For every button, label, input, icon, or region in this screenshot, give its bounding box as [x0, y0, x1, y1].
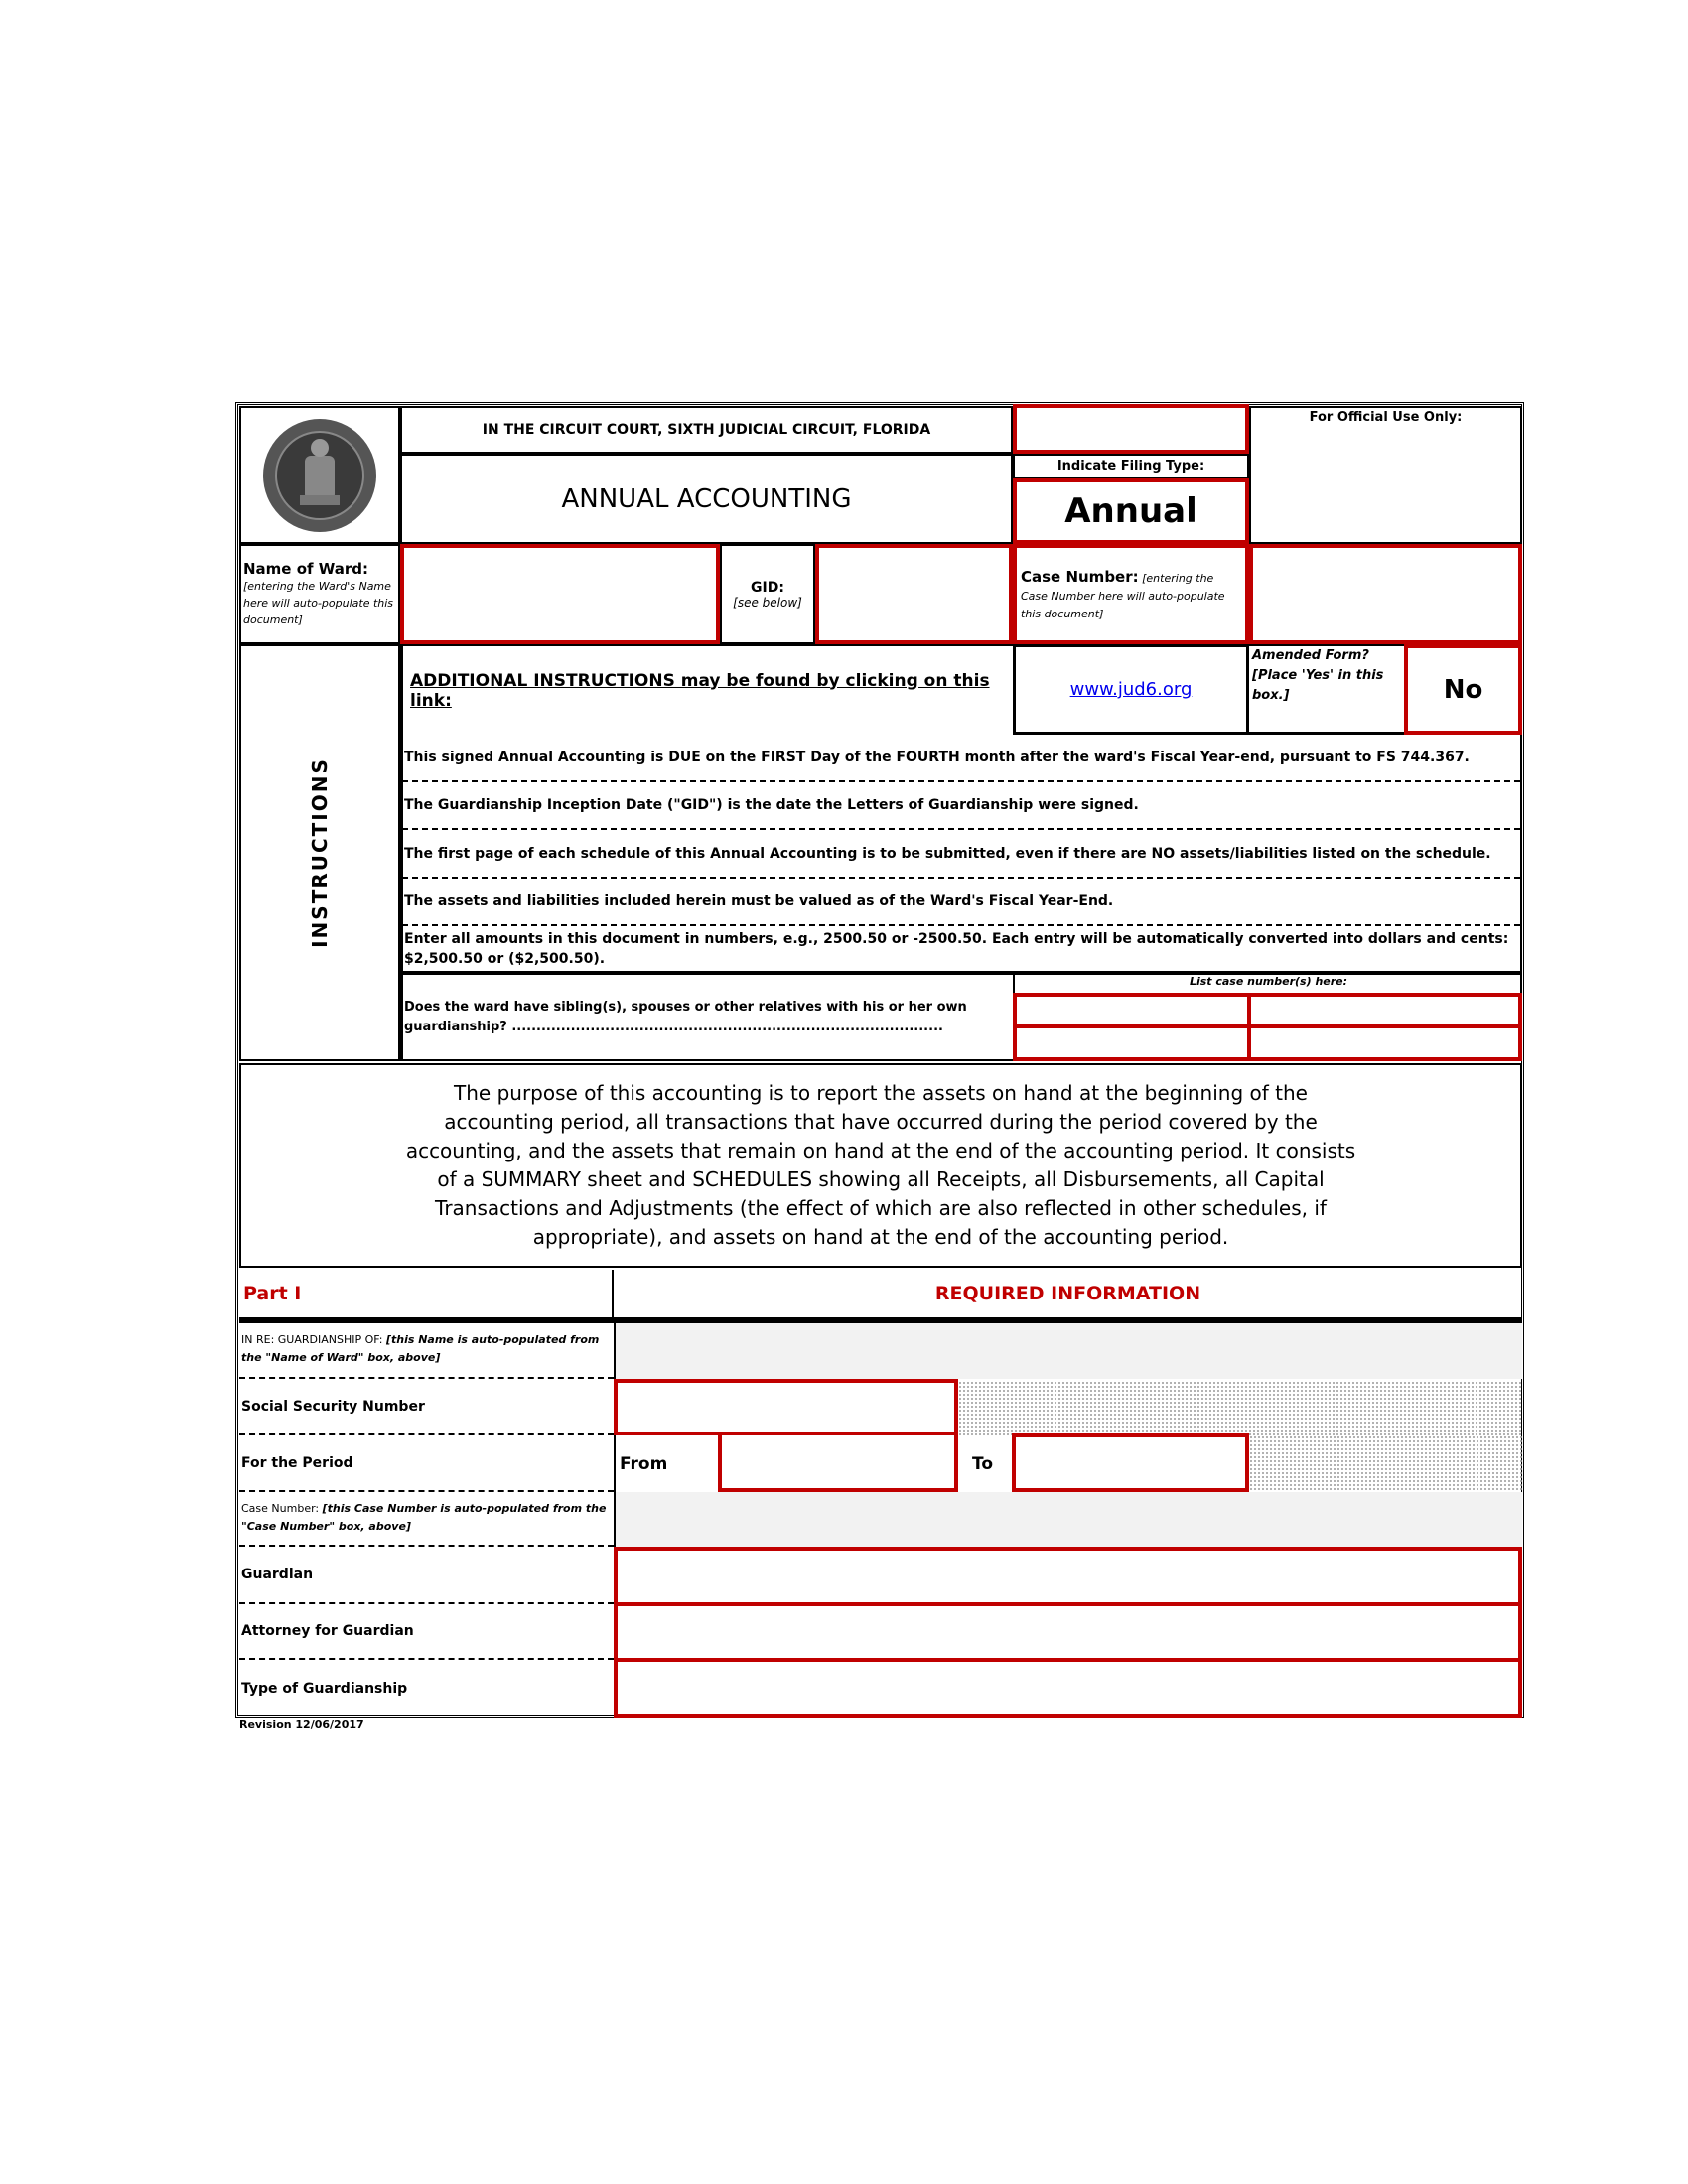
related-case-field-4[interactable] [1247, 1024, 1522, 1061]
related-case-field-2[interactable] [1247, 993, 1522, 1028]
link-prompt-cell [402, 646, 1013, 735]
instruction-text: The assets and liabilities included herein must be valued as of the Ward's Fiscal Year-End. [404, 893, 1114, 909]
siblings-question-cell [402, 975, 1013, 1059]
instruction-line-2 [402, 782, 1520, 830]
case-list-label-cell [1013, 975, 1522, 995]
title-cell [400, 454, 1013, 544]
revision-text: Revision 12/06/2017 [239, 1718, 364, 1731]
gid-hint: [see below] [733, 595, 802, 610]
instruction-line-5 [402, 926, 1520, 975]
attorney-label-cell [239, 1604, 614, 1660]
instructions-side-cell [239, 644, 400, 1061]
case-number-label: Case Number: [1021, 568, 1139, 586]
filing-top-box[interactable] [1013, 404, 1249, 454]
in-re-label: IN RE: GUARDIANSHIP OF: [241, 1333, 383, 1346]
page-title: ANNUAL ACCOUNTING [561, 483, 852, 514]
type-label: Type of Guardianship [241, 1680, 408, 1697]
related-case-field-1[interactable] [1013, 993, 1251, 1028]
part-label: Part I [243, 1283, 302, 1304]
instruction-line-4 [402, 879, 1520, 926]
amended-label-cell [1249, 644, 1404, 735]
period-shaded-area [1249, 1435, 1522, 1492]
from-label-cell [614, 1435, 718, 1492]
period-to-field[interactable] [1012, 1433, 1249, 1492]
type-field[interactable] [614, 1658, 1522, 1718]
attorney-field[interactable] [614, 1602, 1522, 1662]
instruction-text: The first page of each schedule of this Annual Accounting is to be submitted, even if there are NO assets/liabilities listed on the schedule. [404, 845, 1491, 862]
ssn-label-cell [239, 1379, 614, 1435]
filing-type-field[interactable] [1013, 478, 1249, 544]
instruction-text: The Guardianship Inception Date ("GID") is the date the Letters of Guardianship were signed. [404, 797, 1139, 813]
instructions-label: INSTRUCTIONS [308, 757, 332, 948]
ssn-shaded-area [958, 1381, 1522, 1435]
related-case-field-3[interactable] [1013, 1024, 1251, 1061]
case-value [614, 1492, 1522, 1547]
case-number-hint: [entering the Case Number here will auto-populate this document] [1021, 572, 1225, 620]
required-heading-cell [614, 1270, 1522, 1323]
ssn-field[interactable] [614, 1379, 958, 1435]
case-number-label-cell [1013, 544, 1249, 644]
ward-name-label: Name of Ward: [243, 560, 369, 578]
period-label: For the Period [241, 1454, 353, 1471]
guardian-label: Guardian [241, 1567, 314, 1582]
guardian-label-cell [239, 1547, 614, 1604]
jud6-link[interactable]: www.jud6.org [1069, 679, 1193, 700]
amended-label: Amended Form? [Place 'Yes' in this box.] [1252, 648, 1384, 703]
seal-cell [239, 406, 400, 544]
siblings-question: Does the ward have sibling(s), spouses or other relatives with his or her own guardianship? ........................................................................................ [404, 999, 967, 1034]
instruction-text: This signed Annual Accounting is DUE on the FIRST Day of the FOURTH month after the ward's Fiscal Year-end, pursuant to FS 744.367. [404, 750, 1470, 765]
part-label-cell [239, 1270, 614, 1323]
link-cell [1013, 644, 1249, 735]
to-label: To [972, 1453, 994, 1474]
from-label: From [620, 1453, 668, 1474]
in-re-label-cell [239, 1323, 614, 1379]
instruction-line-3 [402, 830, 1520, 879]
filing-type-label: Indicate Filing Type: [1056, 459, 1205, 474]
court-header [400, 406, 1013, 454]
ssn-label: Social Security Number [241, 1398, 425, 1415]
case-number-field[interactable] [1249, 544, 1522, 644]
amended-field[interactable] [1404, 644, 1522, 735]
court-seal-icon [260, 416, 379, 535]
filing-type-label-cell [1013, 454, 1249, 478]
purpose-text: The purpose of this accounting is to report the assets on hand at the beginning of the accounting period, all transactions that have occurred during the period covered by the accounting, and the assets that remain on hand at the end of the accounting period. It consists of a SUMMARY sheet and SCHEDULES showing all Receipts, all Disbursements, all Capital Transactions and Adjustments (the effect of which are also reflected in other schedules, if appropriate), and assets on hand at the end of the accounting period. [405, 1081, 1356, 1249]
ward-name-hint: [entering the Ward's Name here will auto-populate this document] [243, 580, 394, 626]
filing-type-value: Annual [1064, 491, 1197, 531]
guardian-field[interactable] [614, 1547, 1522, 1606]
ward-name-field[interactable] [400, 544, 720, 644]
case-label: Case Number: [241, 1502, 320, 1515]
period-from-field[interactable] [718, 1432, 958, 1492]
gid-label: GID: [751, 579, 784, 596]
required-heading: REQUIRED INFORMATION [934, 1283, 1201, 1304]
to-label-cell [958, 1435, 1012, 1492]
link-prompt: ADDITIONAL INSTRUCTIONS may be found by clicking on this link: [410, 670, 990, 711]
purpose-box [239, 1063, 1522, 1268]
gid-field[interactable] [815, 544, 1013, 644]
gid-label-cell [720, 544, 815, 644]
instruction-text: Enter all amounts in this document in numbers, e.g., 2500.50 or -2500.50. Each entry will be automatically converted into dollars and cents: $2,500.50 or ($2,500.50). [404, 930, 1509, 967]
type-label-cell [239, 1660, 614, 1716]
instruction-line-1 [402, 735, 1520, 782]
court-name: IN THE CIRCUIT COURT, SIXTH JUDICIAL CIRCUIT, FLORIDA [482, 422, 931, 438]
attorney-label: Attorney for Guardian [241, 1623, 414, 1639]
case-label-cell [239, 1492, 614, 1547]
official-use-cell [1249, 406, 1522, 544]
ward-label-cell [239, 544, 400, 644]
in-re-value [614, 1323, 1522, 1379]
case-list-label: List case number(s) here: [1189, 975, 1348, 988]
official-use-label: For Official Use Only: [1309, 410, 1463, 425]
in-re-hint: [this Name is auto-populated from the "Name of Ward" box, above] [241, 1333, 600, 1364]
case-hint: [this Case Number is auto-populated from the "Case Number" box, above] [241, 1502, 607, 1533]
amended-value: No [1443, 674, 1483, 705]
period-label-cell [239, 1435, 614, 1492]
